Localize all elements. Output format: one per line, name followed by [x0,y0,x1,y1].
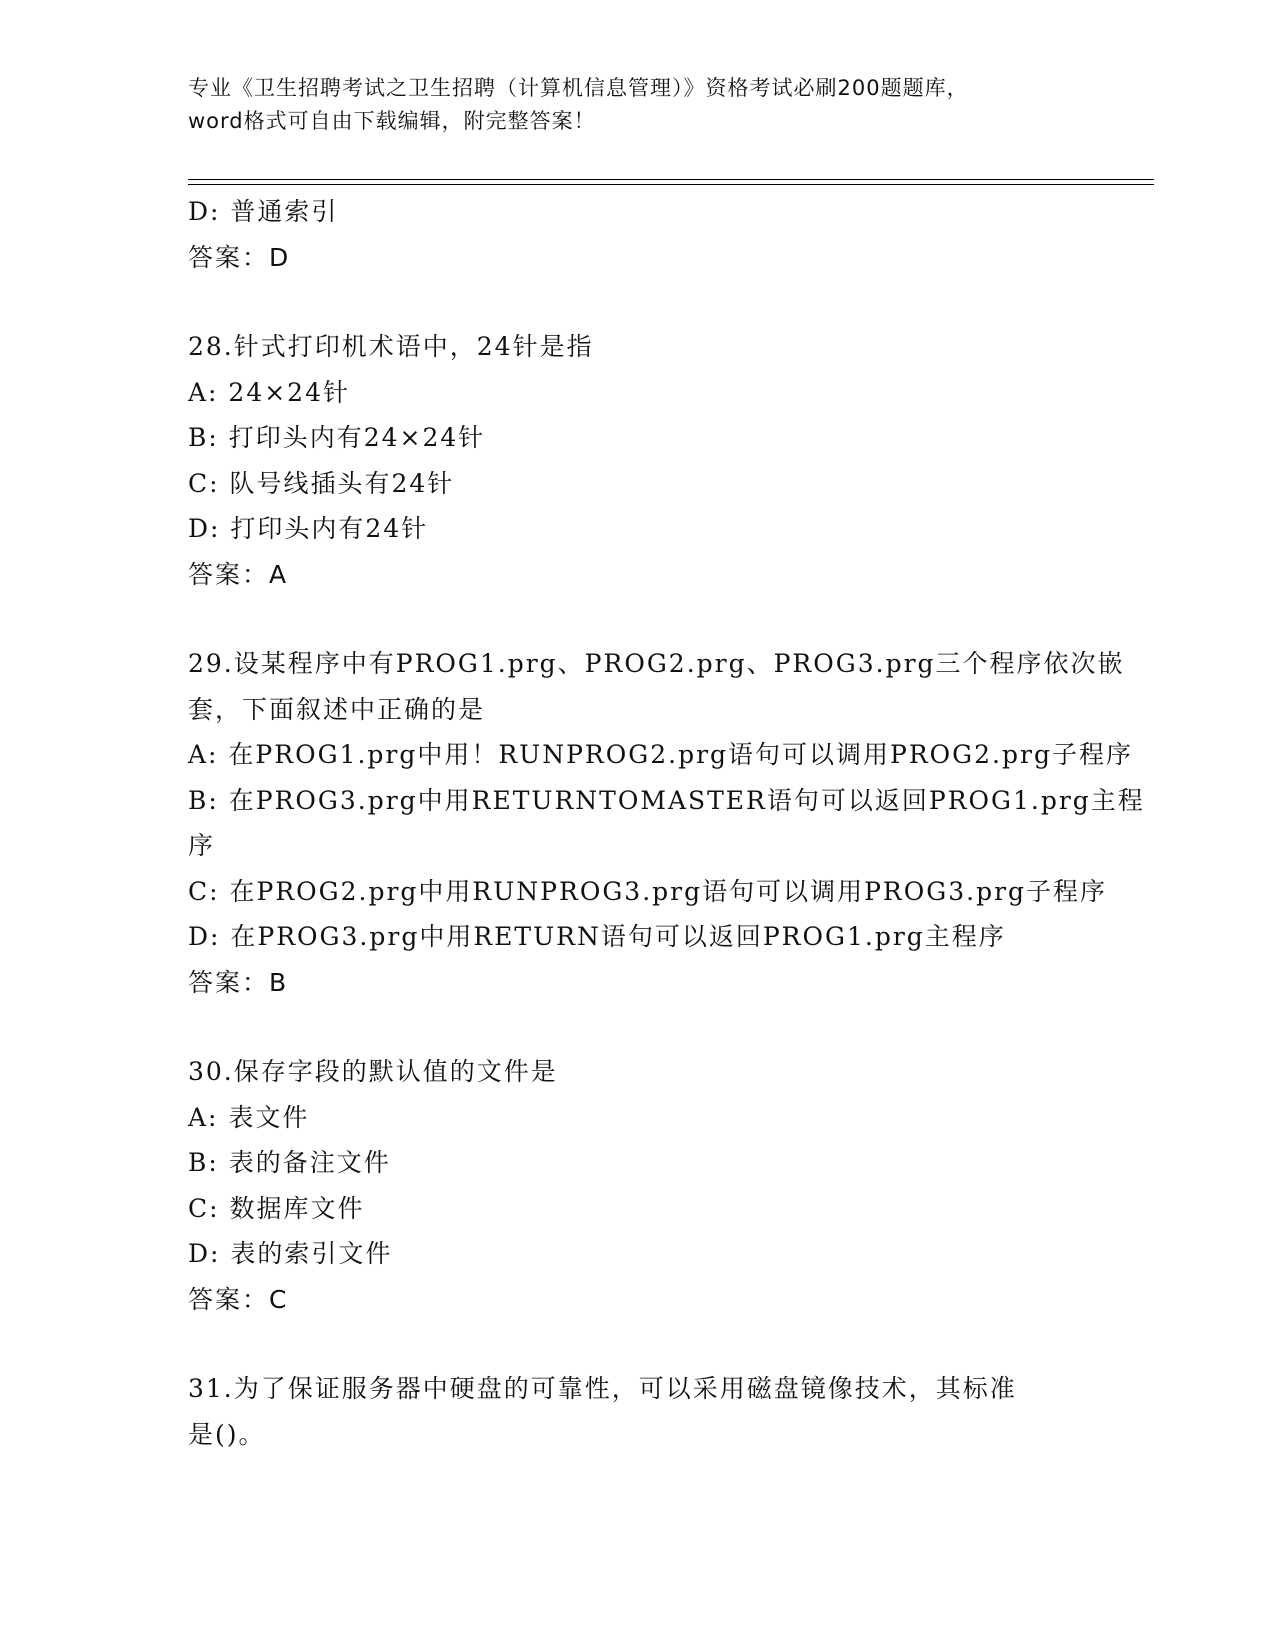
header-divider-top [188,179,1154,180]
question-28 [188,324,1088,641]
spacer [188,1005,1088,1049]
question-list [188,189,1145,1457]
option-d: D: 在PROG3.prg中用RETURN语句可以返回PROG1.prg主程序 [188,922,1006,951]
option-c: C: 数据库文件 [188,1193,365,1223]
question-stem: 28.针式打印机术语中，24针是指 [188,332,594,361]
option-a: A: 24×24针 [188,377,350,407]
option-b-continued: 序 [188,831,216,860]
document-header [188,72,1088,138]
question-31 [188,1366,1088,1457]
answer-line: 答案：A [188,559,289,589]
option-d: D: 普通索引 [188,197,339,226]
option-b: B: 打印头内有24×24针 [188,423,486,452]
option-d: D: 打印头内有24针 [188,514,429,543]
option-a: A: 表文件 [188,1102,310,1132]
option-c: C: 在PROG2.prg中用RUNPROG3.prg语句可以调用PROG3.prg子程序 [188,876,1108,906]
spacer [188,280,1088,324]
option-b: B: 表的备注文件 [188,1148,391,1177]
header-line-1: 专业《卫生招聘考试之卫生招聘（计算机信息管理）》资格考试必刷200题题库， [188,76,969,100]
previous-question-tail [188,189,1088,324]
question-30 [188,1049,1088,1366]
answer-line: 答案：C [188,1284,289,1314]
question-stem-continued: 套，下面叙述中正确的是 [188,694,486,724]
question-stem: 29.设某程序中有PROG1.prg、PROG2.prg、PROG3.prg三个程序依次嵌 [188,649,1125,678]
option-c: C: 队号线插头有24针 [188,468,455,498]
spacer [188,597,1088,641]
question-stem: 31.为了保证服务器中硬盘的可靠性，可以采用磁盘镜像技术，其标准 [188,1374,1017,1403]
answer-line: 答案：D [188,242,291,272]
header-line-2: word格式可自由下载编辑，附完整答案！ [188,109,596,133]
answer-line: 答案：B [188,967,289,997]
spacer [188,1322,1088,1366]
option-d: D: 表的索引文件 [188,1239,393,1268]
option-a: A: 在PROG1.prg中用！RUNPROG2.prg语句可以调用PROG2.prg子程序 [188,740,1133,769]
question-stem: 30.保存字段的默认值的文件是 [188,1057,558,1086]
option-b: B: 在PROG3.prg中用RETURNTOMASTER语句可以返回PROG1.prg主程 [188,785,1145,815]
question-29 [188,641,1145,1049]
question-stem-continued: 是()。 [188,1419,266,1449]
header-divider-bottom [188,184,1154,185]
